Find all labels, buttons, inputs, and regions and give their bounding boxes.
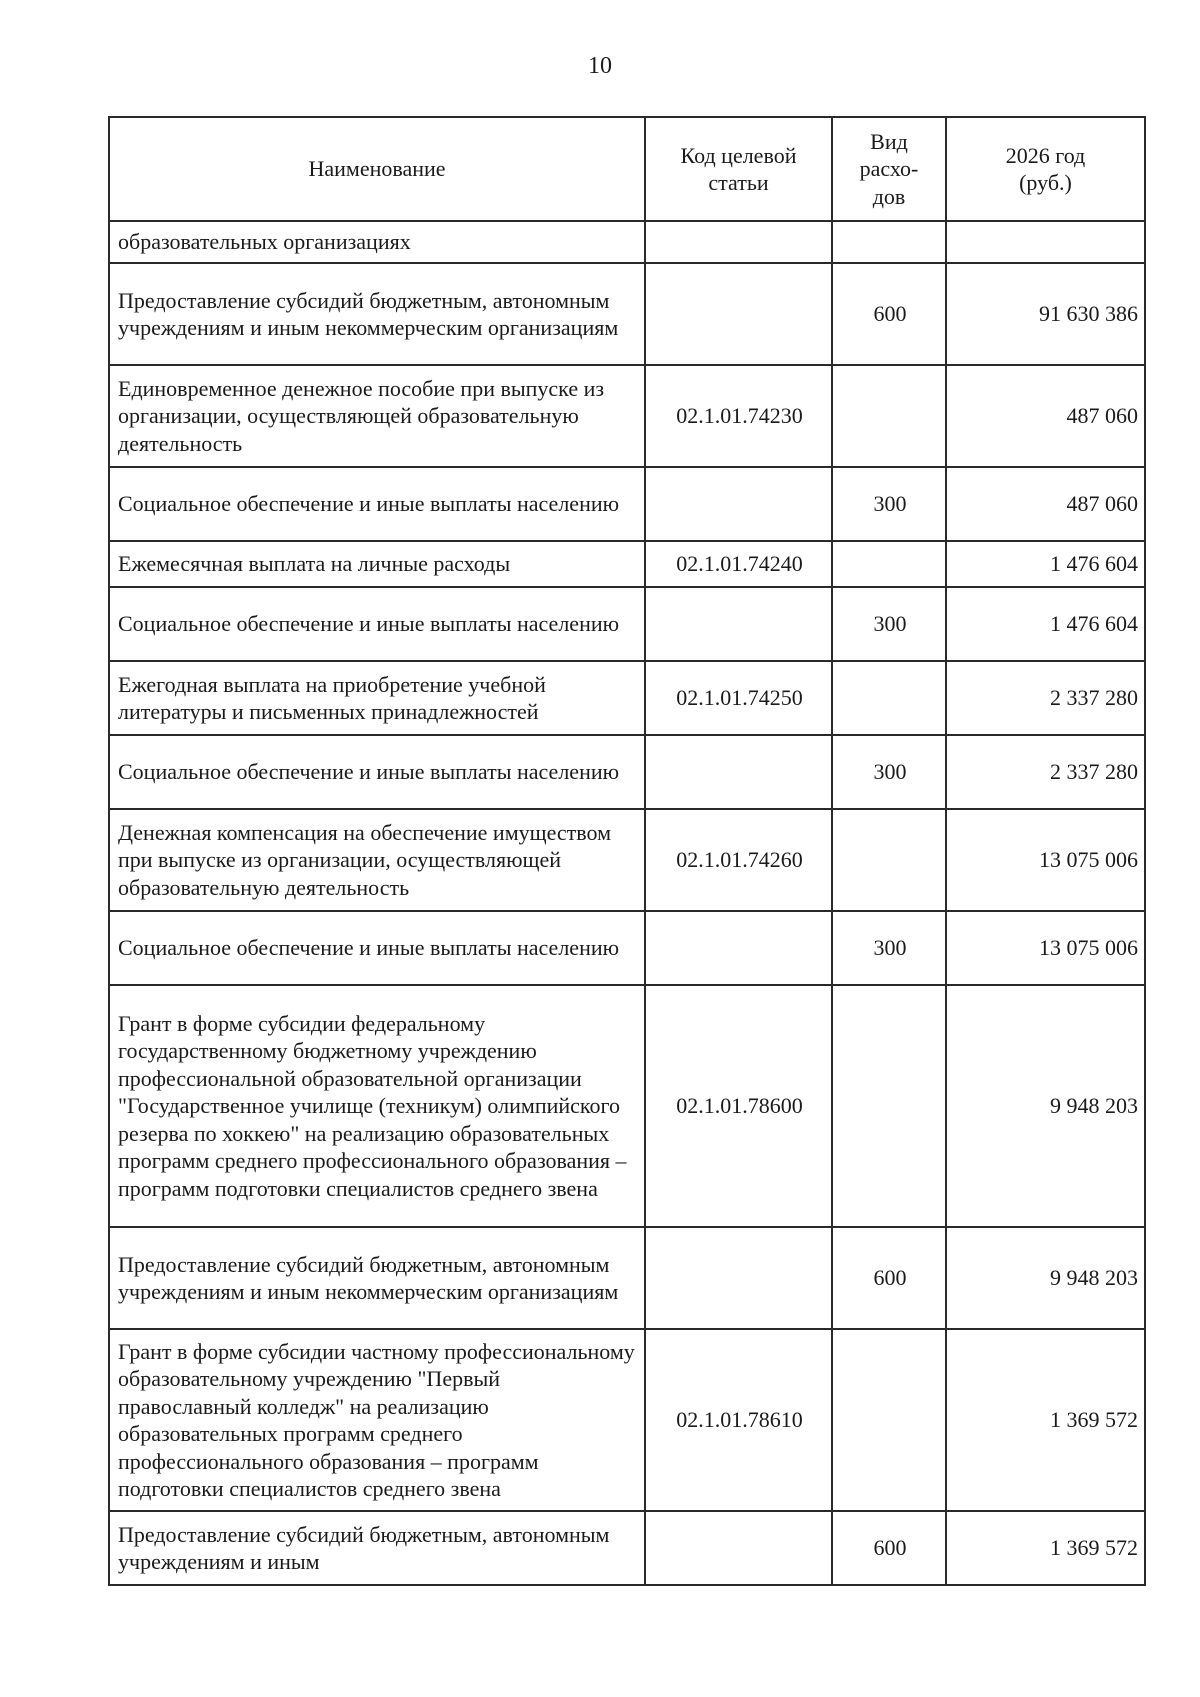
row-name: Предоставление субсидий бюджетным, автономным учреждениям и иным некоммерческим организациям: [109, 1227, 645, 1329]
row-type: 300: [832, 587, 946, 661]
row-code: 02.1.01.74260: [645, 809, 832, 911]
row-name: Социальное обеспечение и иные выплаты населению: [109, 467, 645, 541]
row-code: [645, 1227, 832, 1329]
row-type: [832, 1329, 946, 1511]
table-row: [109, 221, 1145, 263]
row-type: 600: [832, 1227, 946, 1329]
table-row: [109, 661, 1145, 735]
row-type: 300: [832, 911, 946, 985]
header-type: [832, 117, 946, 221]
header-year-line-2: (руб.): [1019, 170, 1072, 195]
row-code: [645, 221, 832, 263]
row-type: 600: [832, 263, 946, 365]
row-amount: 1 369 572: [946, 1511, 1145, 1585]
header-type-line-2: расхо-: [859, 156, 919, 182]
row-amount: 487 060: [946, 365, 1145, 467]
header-type-line-1: Вид: [870, 128, 908, 154]
row-amount: 9 948 203: [946, 985, 1145, 1227]
page-number: 10: [588, 53, 612, 79]
row-amount: [946, 221, 1145, 263]
row-amount: 1 476 604: [946, 541, 1145, 587]
row-code: 02.1.01.78600: [645, 985, 832, 1227]
header-type-line-3: дов: [872, 183, 906, 209]
table-row: [109, 809, 1145, 911]
table-row: [109, 735, 1145, 809]
header-code-line-2: статьи: [708, 170, 769, 195]
row-name: образовательных организациях: [109, 221, 645, 263]
budget-table: [108, 116, 1146, 1586]
row-code: [645, 587, 832, 661]
row-amount: 13 075 006: [946, 911, 1145, 985]
header-year: [946, 117, 1145, 221]
row-type: [832, 541, 946, 587]
row-amount: 2 337 280: [946, 735, 1145, 809]
row-code: 02.1.01.74230: [645, 365, 832, 467]
table-header-row: [109, 117, 1145, 221]
table-row: [109, 1227, 1145, 1329]
row-code: 02.1.01.78610: [645, 1329, 832, 1511]
row-name: Предоставление субсидий бюджетным, автономным учреждениям и иным: [109, 1511, 645, 1585]
header-code: [645, 117, 832, 221]
row-code: [645, 263, 832, 365]
header-year-line-1: 2026 год: [1005, 142, 1086, 168]
row-type: [832, 985, 946, 1227]
row-amount: 9 948 203: [946, 1227, 1145, 1329]
row-code: [645, 735, 832, 809]
row-amount: 487 060: [946, 467, 1145, 541]
row-code: [645, 911, 832, 985]
row-name: Социальное обеспечение и иные выплаты населению: [109, 911, 645, 985]
row-type: 300: [832, 467, 946, 541]
row-code: [645, 467, 832, 541]
row-name: Денежная компенсация на обеспечение имуществом при выпуске из организации, осуществляющей образовательную деятельность: [109, 809, 645, 911]
row-name: Предоставление субсидий бюджетным, автономным учреждениям и иным некоммерческим организациям: [109, 263, 645, 365]
row-type: 600: [832, 1511, 946, 1585]
row-name: Грант в форме субсидии федеральному государственному бюджетному учреждению профессиональной образовательной организации "Государственное училище (техникум) олимпийского резерва по хоккею" на реализацию образовательных программ среднего профессионального образования – программ подготовки специалистов среднего звена: [109, 985, 645, 1227]
row-name: Грант в форме субсидии частному профессиональному образовательному учреждению "Первый православный колледж" на реализацию образовательных программ среднего профессионального образования – программ подготовки специалистов среднего звена: [109, 1329, 645, 1511]
row-type: 300: [832, 735, 946, 809]
row-amount: 1 369 572: [946, 1329, 1145, 1511]
row-name: Социальное обеспечение и иные выплаты населению: [109, 735, 645, 809]
row-type: [832, 661, 946, 735]
row-code: 02.1.01.74240: [645, 541, 832, 587]
row-code: 02.1.01.74250: [645, 661, 832, 735]
row-amount: 13 075 006: [946, 809, 1145, 911]
row-type: [832, 221, 946, 263]
row-name: Единовременное денежное пособие при выпуске из организации, осуществляющей образовательную деятельность: [109, 365, 645, 467]
header-name: Наименование: [109, 117, 645, 221]
row-amount: 2 337 280: [946, 661, 1145, 735]
row-name: Ежегодная выплата на приобретение учебной литературы и письменных принадлежностей: [109, 661, 645, 735]
table-row: [109, 263, 1145, 365]
table-row: [109, 541, 1145, 587]
header-code-line-1: Код целевой: [680, 142, 797, 168]
row-code: [645, 1511, 832, 1585]
row-name: Социальное обеспечение и иные выплаты населению: [109, 587, 645, 661]
table-row: [109, 365, 1145, 467]
row-type: [832, 809, 946, 911]
row-amount: 91 630 386: [946, 263, 1145, 365]
table-row: [109, 985, 1145, 1227]
table-row: [109, 1511, 1145, 1585]
table-row: [109, 1329, 1145, 1511]
row-name: Ежемесячная выплата на личные расходы: [109, 541, 645, 587]
row-amount: 1 476 604: [946, 587, 1145, 661]
row-type: [832, 365, 946, 467]
table-row: [109, 467, 1145, 541]
table-row: [109, 911, 1145, 985]
table-row: [109, 587, 1145, 661]
